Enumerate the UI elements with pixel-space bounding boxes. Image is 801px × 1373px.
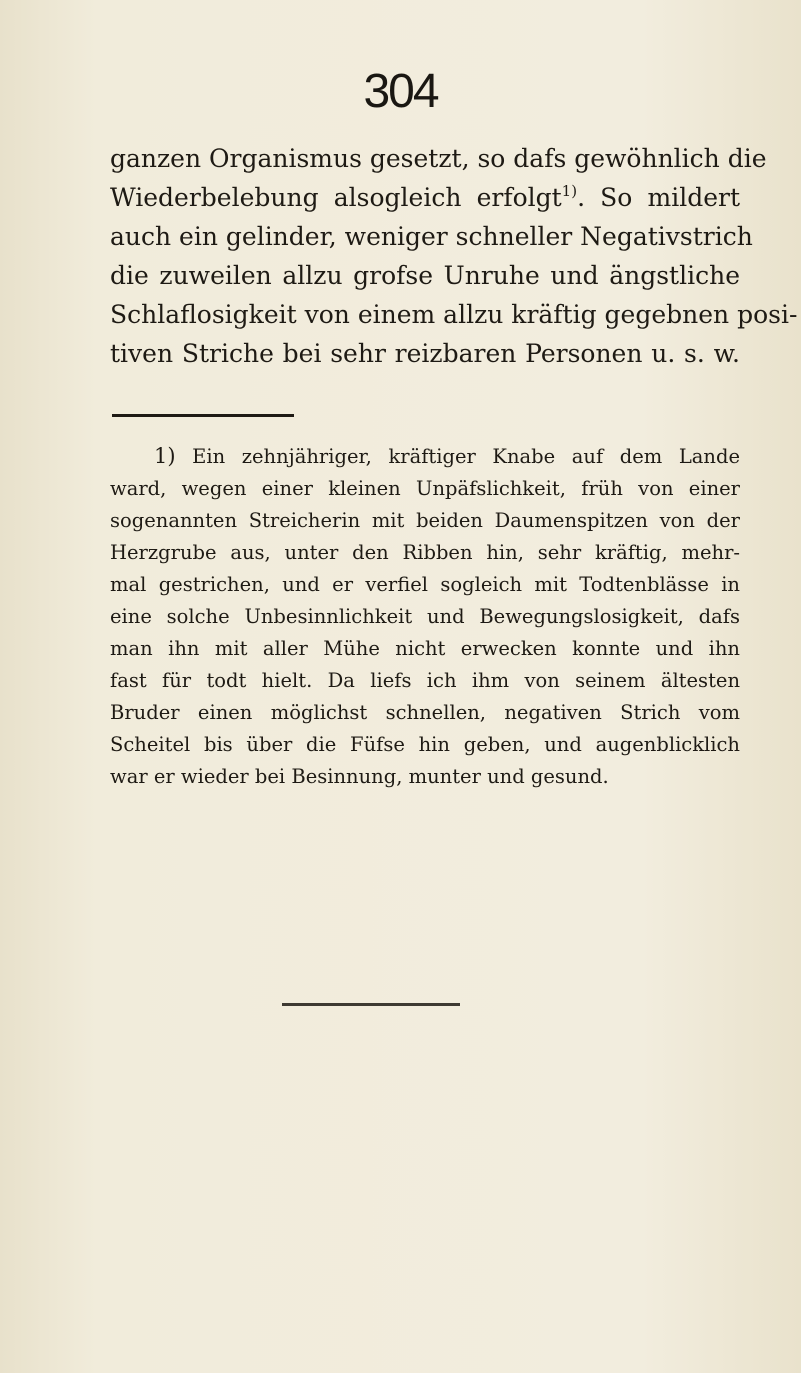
page-number: 304 — [363, 65, 438, 118]
text-segment: . So mildert — [577, 183, 740, 212]
main-paragraph — [110, 139, 798, 373]
footnote-line: man ihn mit aller Mühe nicht erwecken konnte und ihn — [110, 637, 740, 660]
footnote-line: ward, wegen einer kleinen Unpäfslichkeit, früh von einer — [110, 477, 740, 500]
footnote-line: sogenannten Streicherin mit beiden Daumenspitzen von der — [110, 509, 740, 532]
footnote-reference: 1) — [561, 182, 578, 200]
end-rule — [282, 1003, 460, 1006]
text-line: tiven Striche bei sehr reizbaren Personen u. s. w. — [110, 339, 740, 368]
text-line: ganzen Organismus gesetzt, so dafs gewöhnlich die — [110, 144, 767, 173]
text-line: Schlaflosigkeit von einem allzu kräftig gegebnen posi- — [110, 300, 798, 329]
footnote-line: Herzgrube aus, unter den Ribben hin, sehr kräftig, mehr- — [110, 541, 740, 564]
footnote-line: war er wieder bei Besinnung, munter und gesund. — [110, 765, 609, 788]
footnote — [110, 440, 740, 793]
footnote-separator — [112, 414, 294, 417]
footnote-line: Bruder einen möglichst schnellen, negativen Strich vom — [110, 701, 740, 724]
footnote-line: mal gestrichen, und er verfiel sogleich mit Todtenblässe in — [110, 573, 740, 596]
text-segment: Wiederbelebung alsogleich erfolgt — [110, 183, 562, 212]
text-line: die zuweilen allzu grofse Unruhe und ängstliche — [110, 261, 740, 290]
footnote-marker: 1) — [154, 444, 176, 468]
footnote-line — [110, 440, 740, 473]
text-line: auch ein gelinder, weniger schneller Negativstrich — [110, 222, 753, 251]
footnote-line: fast für todt hielt. Da liefs ich ihm von seinem ältesten — [110, 669, 740, 692]
footnote-text: Ein zehnjähriger, kräftiger Knabe auf dem Lande — [192, 445, 740, 468]
footnote-line: eine solche Unbesinnlichkeit und Bewegungslosigkeit, dafs — [110, 605, 740, 628]
text-line — [110, 178, 740, 217]
footnote-line: Scheitel bis über die Füfse hin geben, und augenblicklich — [110, 733, 740, 756]
